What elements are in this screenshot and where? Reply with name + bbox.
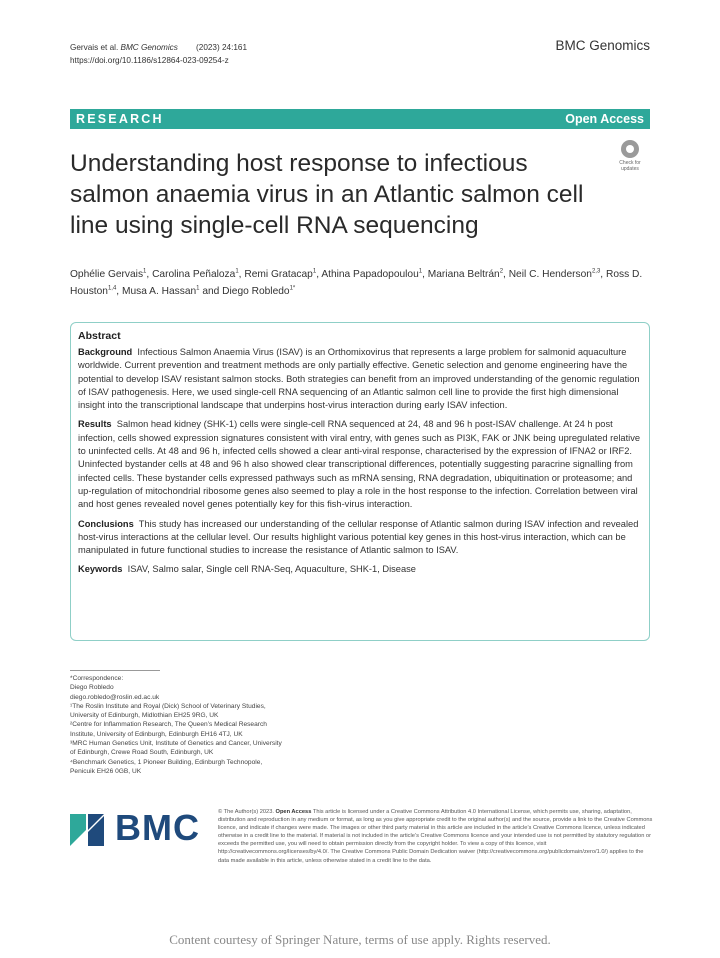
- correspondence-affiliations: [70, 670, 340, 776]
- abstract-background: [78, 346, 643, 412]
- footnote-line: ²Centre for Inflammation Research, The Queen’s Medical Research: [70, 721, 267, 729]
- bmc-logo-word: BMC: [115, 807, 200, 848]
- results-text: Salmon head kidney (SHK-1) cells were single-cell RNA sequenced at 24, 48 and 96 h post-ISAV challenge. At 24 h post infection, cells showed expression signatures consistent with viral entry, with genes such as PI3K, FAK or JNK being upregulated relative to uninfected cells. At 48 and 96 h, infected cells showed a clear anti-viral response, characterised by the expression of IFNA2 or IRF2. Uninfected bystander cells at 48 and 96 h also showed clear transcriptional differences, potentially suggesting paracrine signalling from infected cells. These bystander cells expressed pathways such as mRNA sensing, RNA degradation, ubiquitination or proteasome; and up-regulation of mitochondrial ribosome genes also seemed to play a role in the host response to the infection. Correlation between viral and host genes revealed novel genes potentially key for this fish-virus interaction.: [78, 419, 641, 510]
- conclusions-label: Conclusions: [78, 518, 134, 529]
- article-type-label: RESEARCH: [76, 112, 164, 126]
- footnote-line: Diego Robledo: [70, 684, 114, 692]
- conclusions-text: This study has increased our understanding of the cellular response of Atlantic salmon during ISAV infection and revealed host-virus interactions at the cellular level. Our results highlight various potential key genes in this host-virus interaction, which can be manipulated in future functional studies to increase the resistance of Atlantic salmon to ISAV.: [78, 518, 639, 556]
- author-affiliation: 1: [196, 285, 200, 292]
- author-name[interactable]: Remi Gratacap: [244, 269, 313, 280]
- author-name[interactable]: Musa A. Hassan: [121, 286, 197, 297]
- footnote-line: of Edinburgh, Crewe Road South, Edinburgh, UK: [70, 749, 214, 757]
- crossmark-icon: [621, 140, 639, 158]
- footnote-line: Penicuik EH26 0GB, UK: [70, 767, 142, 775]
- author-affiliation: 2,3: [591, 268, 601, 275]
- footnote-line: Institute, University of Edinburgh, Edinburgh EH16 4TJ, UK: [70, 730, 243, 738]
- author-affiliation: 1: [418, 268, 423, 275]
- background-text: Infectious Salmon Anaemia Virus (ISAV) is an Orthomixovirus that represents a large problem for salmonid aquaculture worldwide. Current prevention and treatment methods are only partially effective. Genetic selection and genome engineering have the potential to develop ISAV resistant salmon stocks. Both strategies can benefit from an improved understanding of the genomic regulation of ISAV pathogenesis. Here, we used single-cell RNA sequencing of an Atlantic salmon cell line to provide the first high dimensional insight into the transcriptional landscape that underpins host-virus interaction during early ISAV infection.: [78, 347, 640, 411]
- results-label: Results: [78, 419, 112, 430]
- doi-link[interactable]: https://doi.org/10.1186/s12864-023-09254-z: [70, 55, 229, 65]
- license-text: This article is licensed under a Creative Commons Attribution 4.0 International License, which permits use, sharing, adaptation, distribution and reproduction in any medium or format, as long as you give appropriate credit to the original author(s) and the source, provide a link to the Creative Commons licence, and indicate if changes were made. The images or other third party material in this article are included in the article’s Creative Commons licence, unless indicated otherwise in a credit line to the material. If material is not included in the article’s Creative Commons licence and your intended use is not permitted by statutory regulation or exceeds the permitted use, you will need to obtain permission directly from the copyright holder. To view a copy of this licence, visit http://creativecommons.org/licenses/by/4.0/. The Creative Commons Public Domain Dedication waiver (http://creativecommons.org/publicdomain/zero/1.0/) applies to the data made available in this article, unless otherwise stated in a credit line to the data.: [218, 809, 653, 864]
- author-name[interactable]: Ophélie Gervais: [70, 269, 144, 280]
- open-access-label: Open Access: [565, 112, 644, 126]
- author-name[interactable]: Diego Robledo: [222, 286, 290, 297]
- journal-name: BMC Genomics: [555, 38, 650, 53]
- author-affiliation: 1: [143, 268, 147, 275]
- license-open-access: Open Access: [275, 809, 312, 815]
- bmc-logo-icon: [70, 808, 110, 848]
- abstract-keywords: [78, 563, 643, 576]
- author-affiliation: 1: [312, 268, 317, 275]
- crossmark-line1: Check for: [619, 160, 641, 166]
- article-type-bar: [70, 109, 650, 129]
- footnote-line: ³MRC Human Genetics Unit, Institute of Genetics and Cancer, University: [70, 740, 282, 748]
- footnote-line: ¹The Roslin Institute and Royal (Dick) School of Veterinary Studies,: [70, 702, 266, 710]
- author-list: Ophélie Gervais$^1$, Carolina Peñaloza$^1$, Remi Gratacap$^1$, Athina Papadopoulou$^1$, Mariana Beltrán$^2$, Neil C. Henderson$^{2,3}$, Ross D. Houston$^{1,4}$, Musa A. Hassan$^1$ and Diego Robledo$^{1*}$: [70, 268, 643, 297]
- footnote-line: ⁴Benchmark Genetics, 1 Pioneer Building, Edinburgh Technopole,: [70, 758, 263, 766]
- abstract-results: [78, 418, 643, 511]
- abstract-box: [70, 322, 650, 641]
- author-affiliation: 1,4: [107, 285, 117, 292]
- abstract-heading: Abstract: [78, 330, 121, 342]
- background-label: Background: [78, 347, 133, 357]
- author-name[interactable]: Neil C. Henderson: [508, 269, 592, 280]
- author-name[interactable]: Carolina Peñaloza: [152, 269, 236, 280]
- keywords-label: Keywords: [78, 564, 123, 575]
- author-affiliation: 2: [499, 268, 504, 275]
- citation-authors: Gervais et al.: [70, 43, 119, 52]
- bmc-logo: [70, 808, 210, 848]
- crossmark-line2: updates: [621, 166, 639, 172]
- article-title: Understanding host response to infectious salmon anaemia virus in an Atlantic salmon cell line using single-cell RNA sequencing: [70, 150, 584, 239]
- author-name[interactable]: Athina Papadopoulou: [321, 269, 419, 280]
- footnote-divider: [70, 670, 160, 671]
- citation-header: [70, 42, 247, 67]
- citation-year-volume: (2023) 24:161: [196, 43, 248, 52]
- author-name[interactable]: Mariana Beltrán: [427, 269, 500, 280]
- check-for-updates-badge[interactable]: [612, 140, 648, 174]
- footnote-line: *Correspondence:: [70, 675, 124, 682]
- license-prefix: © The Author(s) 2023.: [218, 809, 274, 815]
- author-affiliation: 1*: [289, 285, 296, 292]
- citation-journal: BMC Genomics: [120, 43, 178, 52]
- correspondence-email[interactable]: diego.robledo@roslin.ed.ac.uk: [70, 693, 160, 701]
- courtesy-notice: Content courtesy of Springer Nature, terms of use apply. Rights reserved.: [169, 932, 551, 947]
- license-statement: [218, 808, 653, 865]
- footnote-line: University of Edinburgh, Midlothian EH25 9RG, UK: [70, 712, 219, 720]
- abstract-conclusions: [78, 518, 643, 558]
- author-affiliation: 1: [235, 268, 239, 275]
- author-name[interactable]: Ross D. Houston: [70, 269, 643, 297]
- keywords-text: ISAV, Salmo salar, Single cell RNA-Seq, Aquaculture, SHK-1, Disease: [127, 564, 416, 575]
